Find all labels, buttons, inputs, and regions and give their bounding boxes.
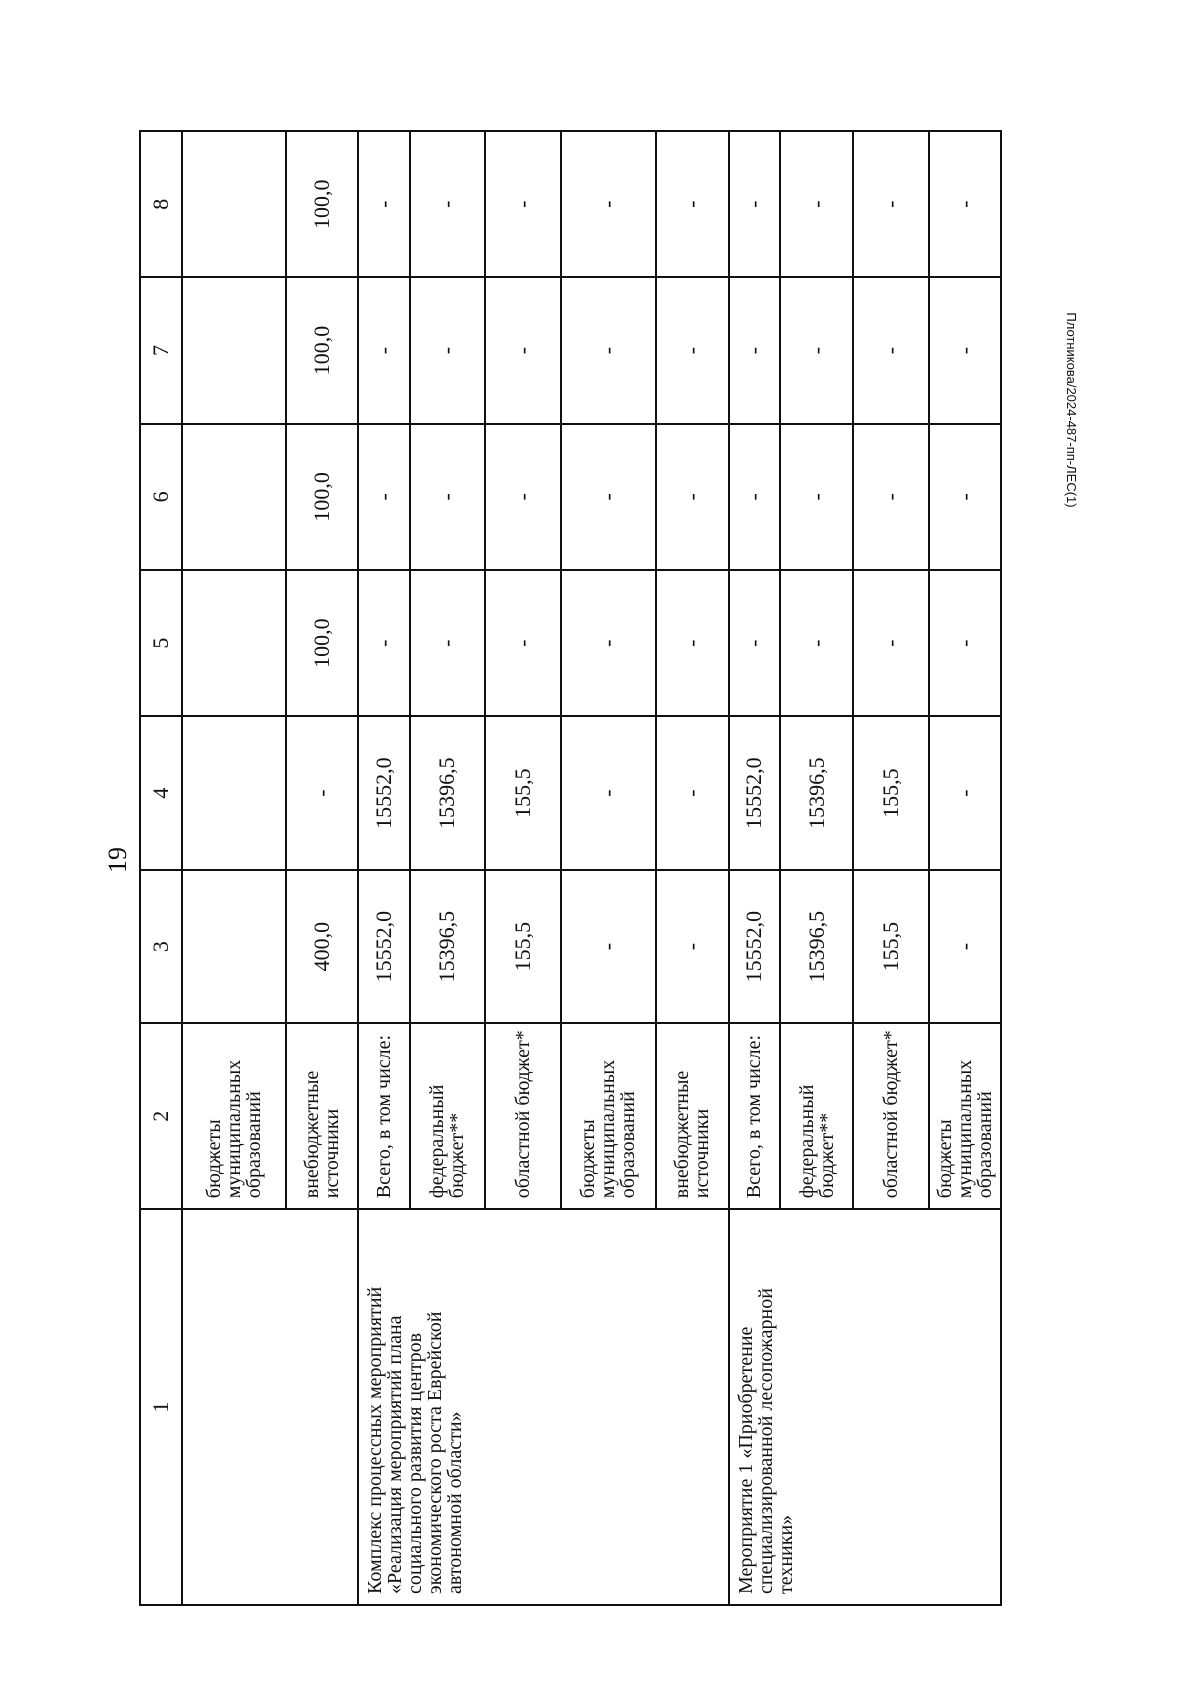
funding-source-cell: внебюджетные источники	[656, 1023, 729, 1209]
amount-cell: -	[485, 131, 560, 277]
amount-cell: -	[929, 131, 1001, 277]
amount-cell: 155,5	[485, 716, 560, 870]
amount-cell: 100,0	[286, 570, 358, 716]
amount-cell: -	[410, 131, 485, 277]
funding-source-cell: федеральный бюджет**	[780, 1023, 853, 1209]
amount-cell: -	[358, 424, 409, 570]
budget-table	[139, 130, 1002, 1606]
amount-cell: -	[561, 277, 656, 423]
program-name-cell: Комплекс процессных мероприятий «Реализация мероприятий плана социального развития центров экономического роста Еврейской автономной области»	[358, 1209, 729, 1605]
column-header: 7	[140, 277, 182, 423]
amount-cell: -	[780, 424, 853, 570]
funding-source-cell: Всего, в том числе:	[358, 1023, 409, 1209]
column-header: 4	[140, 716, 182, 870]
amount-cell	[182, 570, 286, 716]
amount-cell	[182, 716, 286, 870]
amount-cell: -	[656, 716, 729, 870]
amount-cell: -	[729, 277, 780, 423]
amount-cell	[182, 424, 286, 570]
amount-cell: -	[853, 131, 928, 277]
amount-cell: 155,5	[485, 870, 560, 1024]
amount-cell: -	[410, 277, 485, 423]
amount-cell: -	[485, 424, 560, 570]
amount-cell: -	[561, 716, 656, 870]
amount-cell: 100,0	[286, 131, 358, 277]
table-row	[358, 131, 409, 1605]
amount-cell	[182, 131, 286, 277]
column-header: 1	[140, 1209, 182, 1605]
amount-cell	[182, 277, 286, 423]
amount-cell: -	[656, 570, 729, 716]
column-header: 8	[140, 131, 182, 277]
amount-cell: 15552,0	[729, 716, 780, 870]
amount-cell: -	[561, 424, 656, 570]
amount-cell: 155,5	[853, 716, 928, 870]
amount-cell: -	[485, 570, 560, 716]
amount-cell: -	[853, 424, 928, 570]
funding-source-cell: бюджеты муниципальных образований	[929, 1023, 1001, 1209]
program-name-cell	[182, 1209, 358, 1605]
amount-cell: -	[929, 570, 1001, 716]
rotated-table	[139, 130, 1002, 1606]
funding-source-cell: бюджеты муниципальных образований	[561, 1023, 656, 1209]
amount-cell: 15396,5	[780, 870, 853, 1024]
amount-cell: 15396,5	[410, 870, 485, 1024]
column-header: 3	[140, 870, 182, 1024]
funding-source-cell: федеральный бюджет**	[410, 1023, 485, 1209]
amount-cell: -	[780, 277, 853, 423]
amount-cell: -	[358, 570, 409, 716]
amount-cell	[182, 870, 286, 1024]
table-row	[182, 131, 286, 1605]
amount-cell: -	[729, 131, 780, 277]
amount-cell: 400,0	[286, 870, 358, 1024]
amount-cell: 15396,5	[410, 716, 485, 870]
column-header: 5	[140, 570, 182, 716]
amount-cell: -	[729, 570, 780, 716]
amount-cell: 15552,0	[729, 870, 780, 1024]
amount-cell: 155,5	[853, 870, 928, 1024]
amount-cell: -	[561, 131, 656, 277]
amount-cell: -	[853, 277, 928, 423]
page-number: 19	[103, 847, 132, 873]
funding-source-cell: внебюджетные источники	[286, 1023, 358, 1209]
column-header: 6	[140, 424, 182, 570]
table-body	[182, 131, 1001, 1605]
table-row	[729, 131, 780, 1605]
amount-cell: 15552,0	[358, 716, 409, 870]
amount-cell: -	[929, 716, 1001, 870]
amount-cell: -	[358, 131, 409, 277]
amount-cell: -	[656, 870, 729, 1024]
table-header	[140, 131, 182, 1605]
header-row	[140, 131, 182, 1605]
amount-cell: -	[729, 424, 780, 570]
amount-cell: -	[358, 277, 409, 423]
funding-source-cell: Всего, в том числе:	[729, 1023, 780, 1209]
amount-cell: -	[929, 870, 1001, 1024]
amount-cell: 15396,5	[780, 716, 853, 870]
document-code: Плотникова/2024-487-пп-ЛЕС(1)	[1064, 312, 1079, 508]
amount-cell: -	[656, 277, 729, 423]
funding-source-cell: областной бюджет*	[853, 1023, 928, 1209]
amount-cell: -	[656, 424, 729, 570]
amount-cell: -	[929, 424, 1001, 570]
funding-source-cell: бюджеты муниципальных образований	[182, 1023, 286, 1209]
amount-cell: 100,0	[286, 277, 358, 423]
amount-cell: 15552,0	[358, 870, 409, 1024]
amount-cell: 100,0	[286, 424, 358, 570]
amount-cell: -	[780, 131, 853, 277]
table-container	[139, 130, 1002, 1606]
column-header: 2	[140, 1023, 182, 1209]
amount-cell: -	[780, 570, 853, 716]
funding-source-cell: областной бюджет*	[485, 1023, 560, 1209]
amount-cell: -	[410, 570, 485, 716]
program-name-cell: Мероприятие 1 «Приобретение специализированной лесопожарной техники»	[729, 1209, 1001, 1605]
amount-cell: -	[929, 277, 1001, 423]
amount-cell: -	[853, 570, 928, 716]
amount-cell: -	[286, 716, 358, 870]
amount-cell: -	[656, 131, 729, 277]
amount-cell: -	[485, 277, 560, 423]
amount-cell: -	[410, 424, 485, 570]
amount-cell: -	[561, 570, 656, 716]
amount-cell: -	[561, 870, 656, 1024]
